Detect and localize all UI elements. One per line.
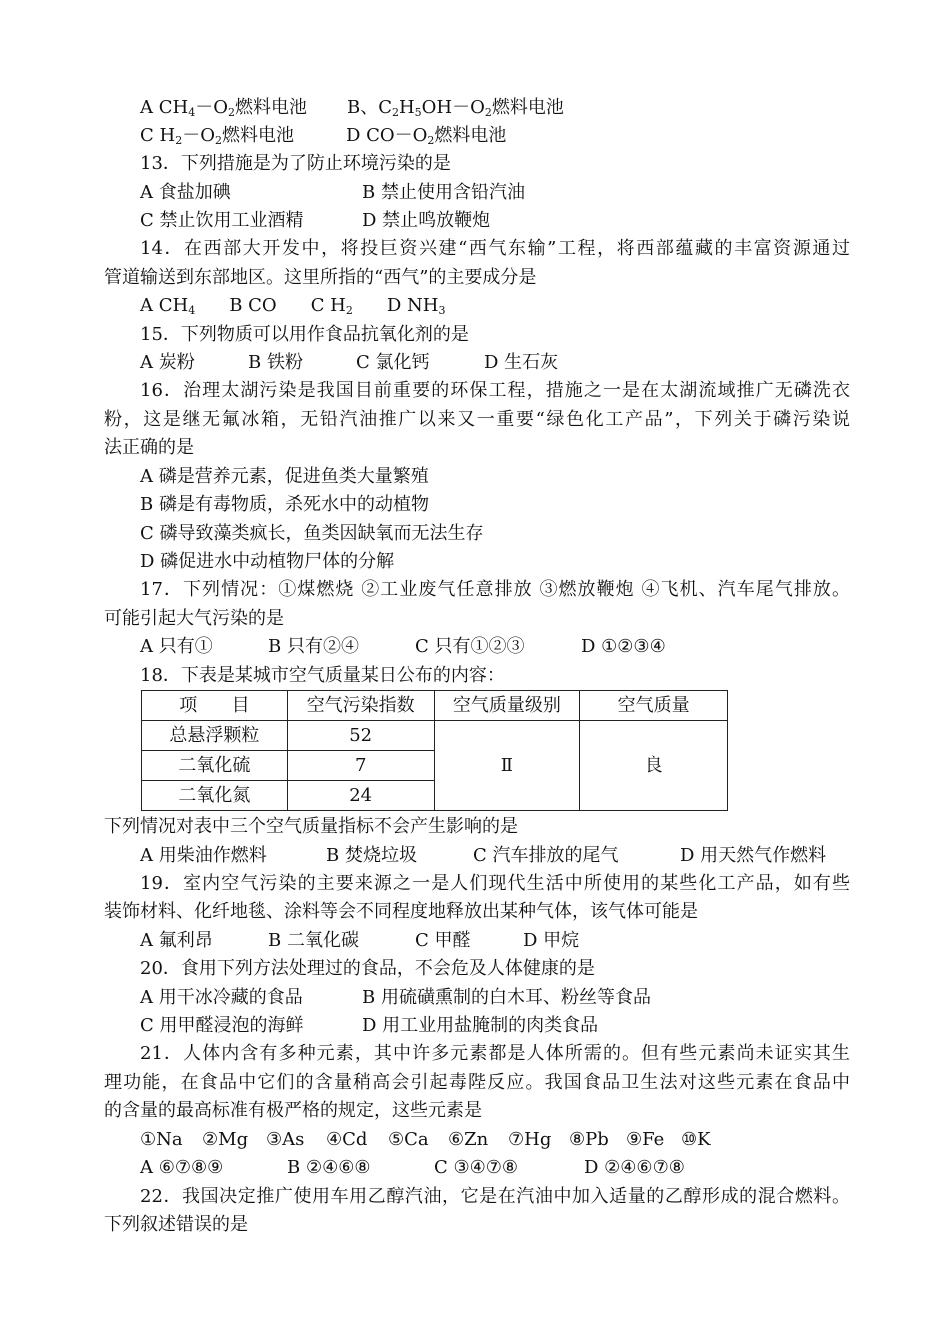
q15-option-d: D 生石灰 [484, 352, 559, 373]
q15-options [140, 349, 850, 377]
q20-option-a: A 用干冰冷藏的食品 [140, 987, 303, 1008]
q22-stem-line2: 下列叙述错误的是 [104, 1214, 248, 1235]
q18-option-a: A 用柴油作燃料 [140, 845, 267, 866]
header-quality: 空气质量 [580, 691, 728, 721]
q18-option-b: B 焚烧垃圾 [326, 845, 417, 866]
q19-option-c: C 甲醛 [415, 930, 471, 951]
q12-option-b: B、$C_2H_5OH-O_2$燃料电池 [346, 97, 564, 119]
q21-option-d: D ②④⑥⑦⑧ [584, 1157, 685, 1178]
q14-stem-line1: 14．在西部大开发中，将投巨资兴建“西气东输”工程，将西部蕴藏的丰富资源通过 [140, 238, 850, 259]
q14-option-a: A $CH_4$ [140, 295, 196, 317]
q13-option-a: A 食盐加碘 [140, 182, 231, 203]
row-index: 52 [287, 721, 434, 751]
q14-option-c: C $H_2$ [310, 295, 353, 317]
element-item: ④Cd [326, 1129, 368, 1150]
element-item: ⑦Hg [508, 1129, 552, 1150]
q21-stem-line3: 的含量的最高标准有极严格的规定，这些元素是 [104, 1100, 482, 1121]
row-item: 二氧化硫 [142, 751, 288, 781]
q13-option-b: B 禁止使用含铅汽油 [362, 182, 525, 203]
q21-element-list [140, 1126, 850, 1154]
row-item: 二氧化氮 [142, 781, 288, 811]
q18-options [140, 842, 850, 870]
q14-stem-line2: 管道输送到东部地区。这里所指的“西气”的主要成分是 [104, 267, 537, 288]
q16-stem-line2: 粉，这是继无氟冰箱，无铅汽油推广以来又一重要“绿色化工产品”，下列关于磷污染说 [104, 409, 850, 430]
q15-option-a: A 炭粉 [140, 352, 195, 373]
q21-options [140, 1154, 850, 1182]
q21-option-c: C ③④⑦⑧ [434, 1157, 519, 1178]
quality-rating: 良 [580, 721, 728, 811]
q17-options [140, 633, 850, 661]
q12-option-d: D $CO-O_2$燃料电池 [345, 125, 507, 147]
q15-option-b: B 铁粉 [248, 352, 303, 373]
element-item: ⑥Zn [448, 1129, 489, 1150]
q21-stem-line1: 21．人体内含有多种元素，其中许多元素都是人体所需的。但有些元素尚未证实其生 [140, 1043, 850, 1064]
header-index: 空气污染指数 [287, 691, 434, 721]
q15-stem: 15．下列物质可以用作食品抗氧化剂的是 [140, 324, 469, 345]
q16-option-c: C 磷导致藻类疯长，鱼类因缺氧而无法生存 [140, 523, 484, 544]
quality-level: Ⅱ [434, 721, 580, 811]
q13-options-cd [140, 207, 850, 235]
element-item: ⑨Fe [626, 1129, 665, 1150]
q16-stem-line3: 法正确的是 [104, 437, 194, 458]
element-item: ①Na [140, 1129, 183, 1150]
row-item: 总悬浮颗粒 [142, 721, 288, 751]
row-index: 7 [287, 751, 434, 781]
element-item: ②Mg [202, 1129, 249, 1150]
air-quality-table [141, 690, 728, 811]
q17-stem-line2: 可能引起大气污染的是 [104, 608, 284, 629]
q20-options-cd [140, 1012, 850, 1040]
q20-option-d: D 用工业用盐腌制的肉类食品 [362, 1015, 599, 1036]
q14-option-b: B CO [229, 295, 277, 316]
q18-followup: 下列情况对表中三个空气质量指标不会产生影响的是 [104, 816, 518, 837]
q19-options [140, 927, 850, 955]
q13-option-d: D 禁止鸣放鞭炮 [362, 210, 491, 231]
q12-options-ab [140, 94, 850, 122]
q21-option-a: A ⑥⑦⑧⑨ [140, 1157, 224, 1178]
q13-stem: 13．下列措施是为了防止环境污染的是 [140, 153, 451, 174]
header-item: 项 目 [142, 691, 288, 721]
q17-option-d: D ①②③④ [581, 636, 666, 657]
q22-stem-line1: 22．我国决定推广使用车用乙醇汽油，它是在汽油中加入适量的乙醇形成的混合燃料。 [140, 1186, 850, 1207]
q18-option-c: C 汽车排放的尾气 [473, 845, 619, 866]
q16-option-d: D 磷促进水中动植物尸体的分解 [140, 551, 395, 572]
q17-option-c: C 只有①②③ [415, 636, 525, 657]
q18-stem: 18．下表是某城市空气质量某日公布的内容： [140, 665, 505, 686]
q15-option-c: C 氯化钙 [356, 352, 430, 373]
q20-options-ab [140, 984, 850, 1012]
q17-option-a: A 只有① [140, 636, 213, 657]
q16-stem-line1: 16．治理太湖污染是我国目前重要的环保工程，措施之一是在太湖流域推广无磷洗衣 [140, 380, 850, 401]
header-level: 空气质量级别 [434, 691, 580, 721]
q14-option-d: D $NH_3$ [386, 295, 446, 317]
q12-option-a: A $CH_4-O_2$燃料电池 [140, 97, 307, 119]
q17-stem-line1: 17．下列情况：①煤燃烧 ②工业废气任意排放 ③燃放鞭炮 ④飞机、汽车尾气排放。 [140, 579, 850, 600]
element-item: ⑤Ca [388, 1129, 429, 1150]
q13-option-c: C 禁止饮用工业酒精 [140, 210, 304, 231]
q13-options-ab [140, 179, 850, 207]
q16-option-b: B 磷是有毒物质，杀死水中的动植物 [140, 494, 429, 515]
q20-option-b: B 用硫磺熏制的白木耳、粉丝等食品 [362, 987, 651, 1008]
q19-option-b: B 二氧化碳 [268, 930, 359, 951]
element-item: ⑩K [681, 1129, 711, 1150]
q12-option-c: C $H_2-O_2$燃料电池 [140, 125, 294, 147]
q21-stem-line2: 理功能，在食品中它们的含量稍高会引起毒陛反应。我国食品卫生法对这些元素在食品中 [104, 1072, 850, 1093]
q19-option-d: D 甲烷 [523, 930, 580, 951]
table-header-row [142, 691, 728, 721]
q18-option-d: D 用天然气作燃料 [680, 845, 827, 866]
element-item: ③As [266, 1129, 305, 1150]
q16-option-a: A 磷是营养元素，促进鱼类大量繁殖 [140, 466, 429, 487]
table-row [142, 721, 728, 751]
q19-stem-line2: 装饰材料、化纤地毯、涂料等会不同程度地释放出某种气体，该气体可能是 [104, 901, 698, 922]
q19-stem-line1: 19．室内空气污染的主要来源之一是人们现代生活中所使用的某些化工产品，如有些 [140, 873, 850, 894]
q21-option-b: B ②④⑥⑧ [287, 1157, 371, 1178]
row-index: 24 [287, 781, 434, 811]
element-item: ⑧Pb [569, 1129, 609, 1150]
q12-options-cd [140, 122, 850, 150]
q20-stem: 20．食用下列方法处理过的食品，不会危及人体健康的是 [140, 958, 595, 979]
q14-options [140, 292, 850, 320]
q19-option-a: A 氟利昂 [140, 930, 213, 951]
q17-option-b: B 只有②④ [268, 636, 359, 657]
q20-option-c: C 用甲醛浸泡的海鲜 [140, 1015, 304, 1036]
